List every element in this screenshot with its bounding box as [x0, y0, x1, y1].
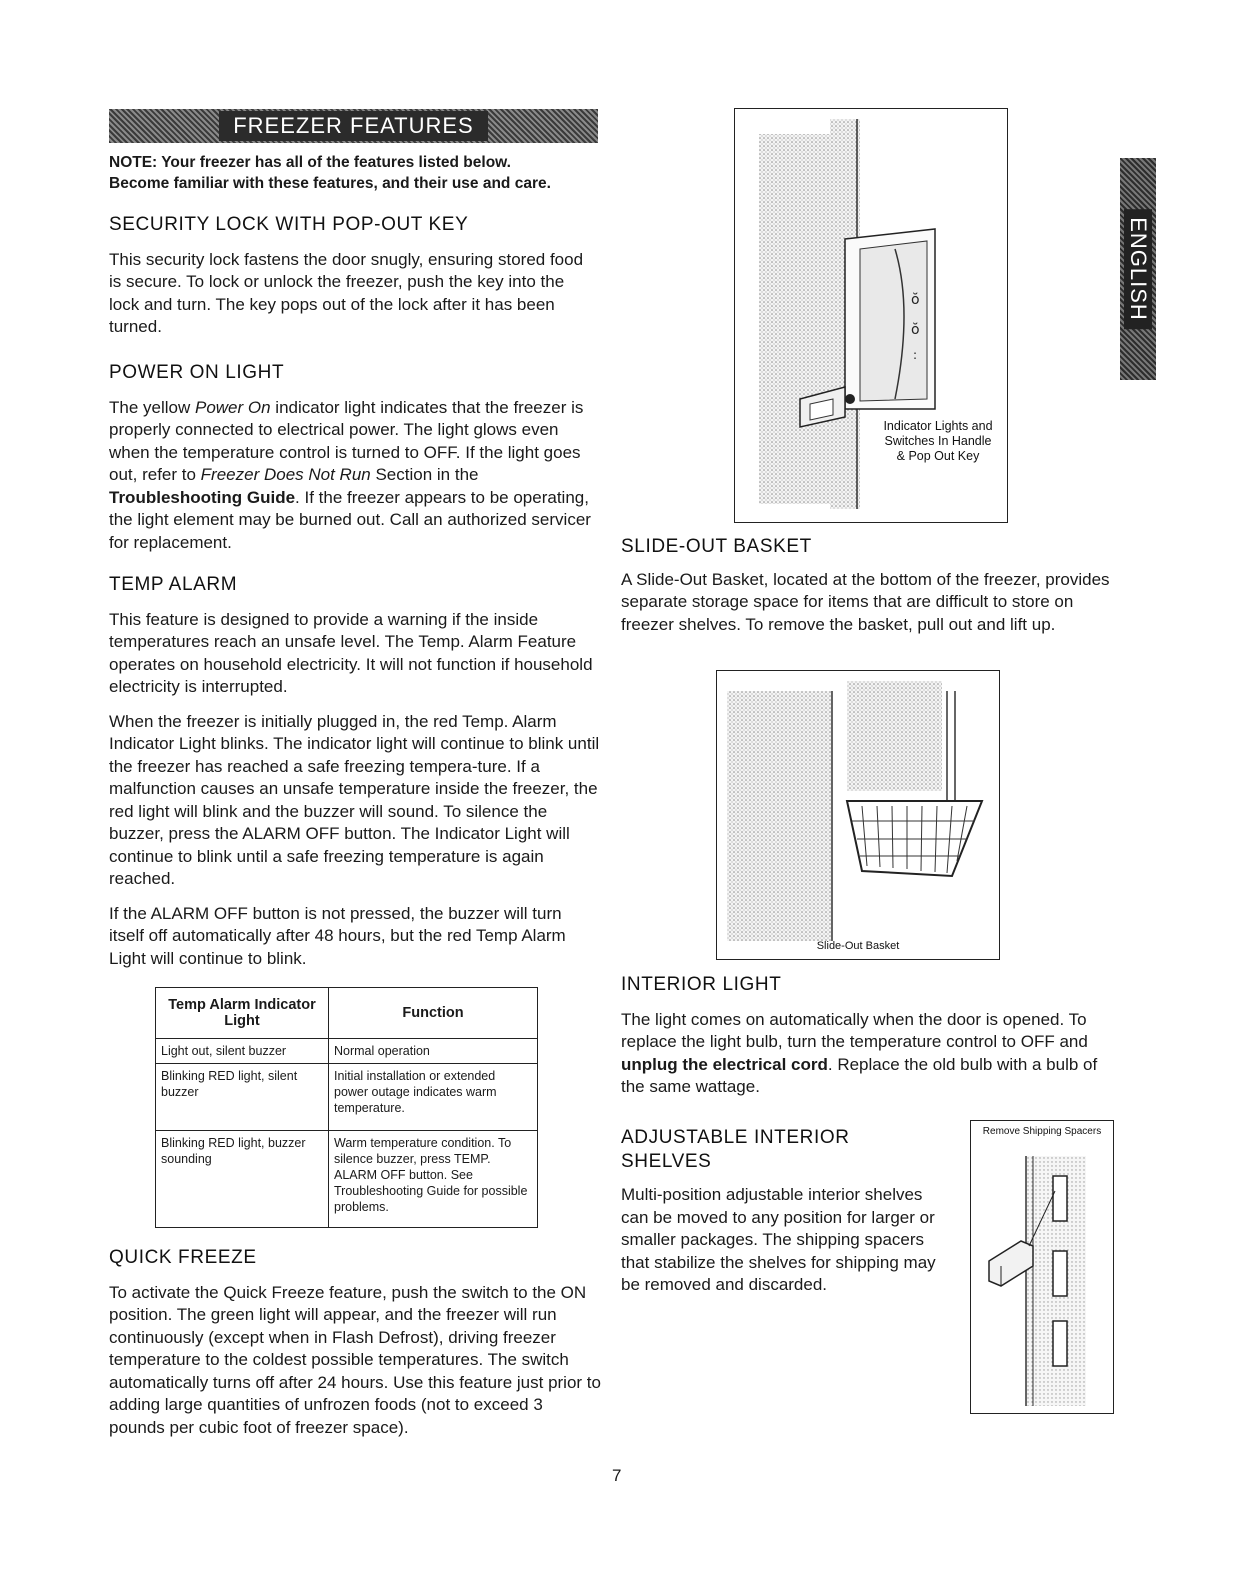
table-cell: Light out, silent buzzer [156, 1039, 329, 1064]
spacers-caption: Remove Shipping Spacers [982, 1126, 1102, 1137]
freezer-does-not-run-italic: Freezer Does Not Run [200, 465, 371, 484]
temp-alarm-p3: If the ALARM OFF button is not pressed, the buzzer will turn itself off automatically after 48 hours, but the red Temp Alarm Light will continue to blink. [109, 903, 566, 968]
alarm-table [155, 987, 538, 1228]
svg-text::: : [913, 348, 918, 362]
basket-caption: Slide-Out Basket [816, 940, 900, 952]
table-cell: Blinking RED light, buzzer sounding [156, 1131, 329, 1228]
section-banner [109, 109, 598, 143]
spacers-illustration [970, 1120, 1114, 1414]
troubleshooting-guide-bold: Troubleshooting Guide [109, 487, 296, 507]
table-row [156, 1064, 538, 1131]
table-cell: Blinking RED light, silent buzzer [156, 1064, 329, 1131]
quick-freeze-body: To activate the Quick Freeze feature, push the switch to the ON position. The green light will appear, and the freezer will run continuously (except when in Flash Defrost), driving freezer temperature to the coldest possible temperatures. The switch automatically turns off after 24 hours. Use this feature just prior to adding large quantities of unfrozen foods (not to exceed 3 pounds per cubic foot of freezer space). [109, 1282, 601, 1437]
table-cell: Normal operation [329, 1039, 538, 1064]
note [109, 152, 599, 194]
power-on-heading: POWER ON LIGHT [109, 362, 285, 383]
temp-alarm-heading: TEMP ALARM [109, 574, 238, 595]
table-header-light: Temp Alarm Indicator Light [156, 988, 329, 1039]
table-cell: Warm temperature condition. To silence buzzer, press TEMP. ALARM OFF button. See Troubleshooting Guide for possible problems. [329, 1131, 538, 1228]
svg-text:ŏ: ŏ [911, 322, 920, 338]
table-cell: Initial installation or extended power outage indicates warm temperature. [329, 1064, 538, 1131]
handle-illustration [734, 108, 1008, 523]
page-number: 7 [612, 1466, 622, 1485]
language-tab-label: ENGLISH [1124, 209, 1152, 329]
slide-out-body: A Slide-Out Basket, located at the bottom of the freezer, provides separate storage space for items that are difficult to store on freezer shelves. To remove the basket, pull out and lift up. [621, 569, 1110, 634]
interior-light-body: The light comes on automatically when the door is opened. To replace the light bulb, turn the temperature control to OFF and unplug the electrical cord. Replace the old bulb with a bulb of the same wattage. [621, 1009, 1098, 1096]
unplug-bold: unplug the electrical cord [621, 1054, 828, 1074]
security-lock-body: This security lock fastens the door snugly, ensuring stored food is secure. To lock or unlock the freezer, push the key into the lock and turn. The key pops out of the lock after it has been turned. [109, 249, 584, 336]
power-on-body: The yellow Power On indicator light indicates that the freezer is properly connected to electrical power. The light glows even when the temperature control is turned to OFF. If the light goes out, refer to Freezer Does Not Run Section in the Troubleshooting Guide. If the freezer appears to be operating, the light element may be burned out. Call an authorized servicer for replacement. [109, 397, 591, 552]
basket-illustration [716, 670, 1000, 960]
handle-caption: Indicator Lights and Switches In Handle & Pop Out Key [883, 419, 993, 463]
language-tab [1120, 158, 1156, 380]
note-line-1: NOTE: Your freezer has all of the features listed below. [109, 154, 511, 171]
shelves-body: Multi-position adjustable interior shelves can be moved to any position for larger or smaller packages. The shipping spacers that stabilize the shelves for shipping may be removed and discarded. [621, 1185, 936, 1294]
table-row [156, 1039, 538, 1064]
slide-out-heading: SLIDE-OUT BASKET [621, 536, 812, 557]
shelves-section [621, 1126, 939, 1297]
temp-alarm-p2: When the freezer is initially plugged in, the red Temp. Alarm Indicator Light blinks. The indicator light will continue to blink until the freezer has reached a safe freezing tempera-ture. If a malfunction causes an unsafe temperature inside the freezer, the red light will blink and the buzzer will sound. To silence the buzzer, press the ALARM OFF button. The Indicator Light will continue to blink until a safe freezing temperature is again reached. [109, 711, 600, 888]
spacers-drawing [971, 1121, 1113, 1413]
power-on-italic: Power On [194, 397, 271, 417]
svg-text:ŏ: ŏ [911, 292, 920, 308]
table-row [156, 1131, 538, 1228]
temp-alarm-section [109, 574, 601, 970]
banner-title: FREEZER FEATURES [219, 111, 488, 141]
security-lock-section [109, 214, 594, 339]
basket-drawing [717, 671, 999, 941]
power-on-section [109, 362, 601, 554]
table-header-function: Function [329, 988, 538, 1039]
security-lock-heading: SECURITY LOCK WITH POP-OUT KEY [109, 214, 469, 235]
temp-alarm-p1: This feature is designed to provide a warning if the inside temperatures reach an unsafe level. The Temp. Alarm Feature operates on household electricity. It will not function if household electricity is interrupted. [109, 609, 593, 696]
note-line-2: Become familiar with these features, and their use and care. [109, 175, 551, 192]
slide-out-section [621, 536, 1111, 636]
table-header-row [156, 988, 538, 1039]
quick-freeze-section [109, 1247, 601, 1439]
shelves-heading: ADJUSTABLE INTERIOR SHELVES [621, 1127, 850, 1172]
quick-freeze-heading: QUICK FREEZE [109, 1247, 257, 1268]
interior-light-heading: INTERIOR LIGHT [621, 974, 782, 995]
interior-light-section [621, 974, 1111, 1099]
